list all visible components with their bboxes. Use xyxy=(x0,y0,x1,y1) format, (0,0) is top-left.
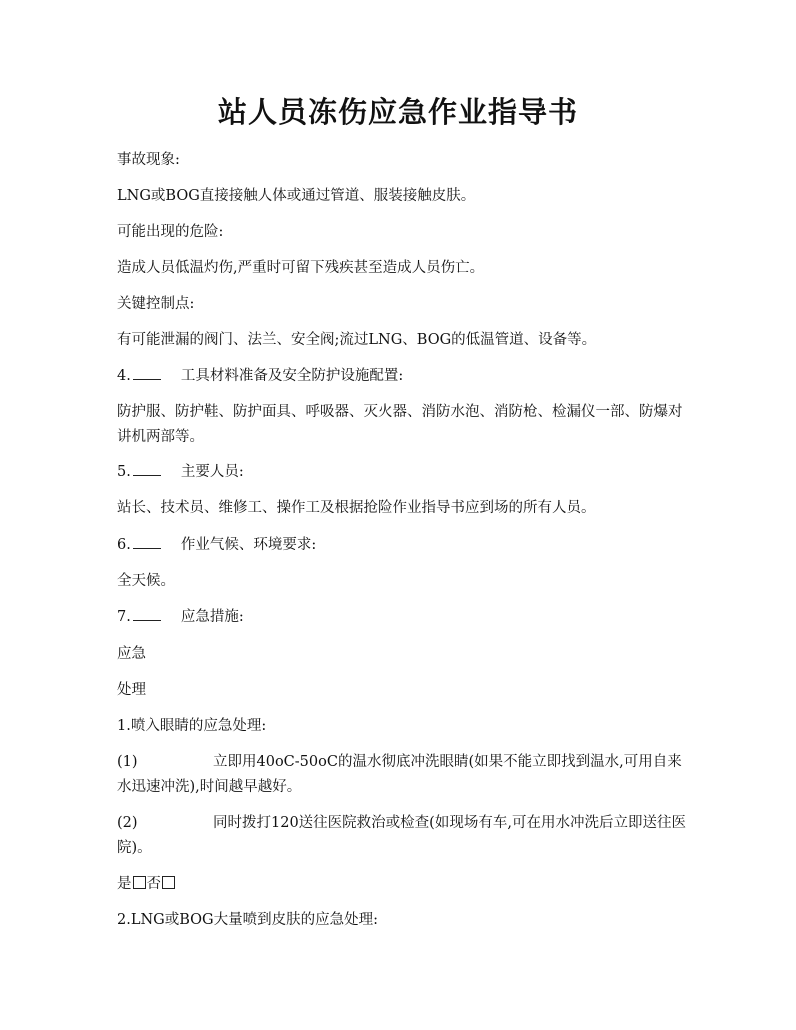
accident-text: LNG或BOG直接接触人体或通过管道、服装接触皮肤。 xyxy=(117,188,476,204)
item5-heading xyxy=(117,460,687,485)
item6-heading xyxy=(117,533,687,558)
item4-blank xyxy=(133,367,161,380)
emergency-word-1: 应急 xyxy=(117,646,146,662)
accident-label: 事故现象: xyxy=(117,152,180,168)
emergency-word-2: 处理 xyxy=(117,682,146,698)
danger-label: 可能出现的危险: xyxy=(117,224,224,240)
step1-b-number: (2) xyxy=(117,815,138,831)
control-label: 关键控制点: xyxy=(117,296,195,312)
no-checkbox[interactable] xyxy=(162,876,175,889)
step1-b xyxy=(117,811,687,861)
no-label: 否 xyxy=(146,876,161,892)
item4-label: 工具材料准备及安全防护设施配置: xyxy=(180,368,404,384)
item7-blank xyxy=(133,608,161,621)
item5-text: 站长、技术员、维修工、操作工及根据抢险作业指导书应到场的所有人员。 xyxy=(117,500,596,516)
item4-text: 防护服、防护鞋、防护面具、呼吸器、灭火器、消防水泡、消防枪、检漏仪一部、防爆对讲机两部等。 xyxy=(117,404,683,445)
item4-heading xyxy=(117,364,687,389)
step1-label: 1.喷入眼睛的应急处理: xyxy=(117,718,267,734)
step2-label: 2.LNG或BOG大量喷到皮肤的应急处理: xyxy=(117,912,379,928)
yes-checkbox[interactable] xyxy=(133,876,146,889)
item6-text: 全天候。 xyxy=(117,573,175,589)
page-title: 站人员冻伤应急作业指导书 xyxy=(217,95,578,129)
item4-number: 4. xyxy=(117,368,131,384)
item5-number: 5. xyxy=(117,464,131,480)
item7-heading xyxy=(117,605,687,630)
item7-label: 应急措施: xyxy=(180,609,244,625)
danger-text: 造成人员低温灼伤,严重时可留下残疾甚至造成人员伤亡。 xyxy=(117,260,485,276)
item6-label: 作业气候、环境要求: xyxy=(180,537,317,553)
yes-no-line xyxy=(117,872,687,897)
item5-blank xyxy=(133,463,161,476)
item7-number: 7. xyxy=(117,609,131,625)
step1-a-number: (1) xyxy=(117,754,138,770)
step1-b-text: 同时拨打120送往医院救治或检查(如现场有车,可在用水冲洗后立即送往医院)。 xyxy=(117,815,686,856)
step1-a-text: 立即用40oC-50oC的温水彻底冲洗眼睛(如果不能立即找到温水,可用自来水迅速冲洗),时间越早越好。 xyxy=(117,754,682,795)
item6-number: 6. xyxy=(117,537,131,553)
yes-label: 是 xyxy=(117,876,132,892)
control-text: 有可能泄漏的阀门、法兰、安全阀;流过LNG、BOG的低温管道、设备等。 xyxy=(117,332,597,348)
item5-label: 主要人员: xyxy=(180,464,244,480)
item6-blank xyxy=(133,536,161,549)
step1-a xyxy=(117,750,687,800)
